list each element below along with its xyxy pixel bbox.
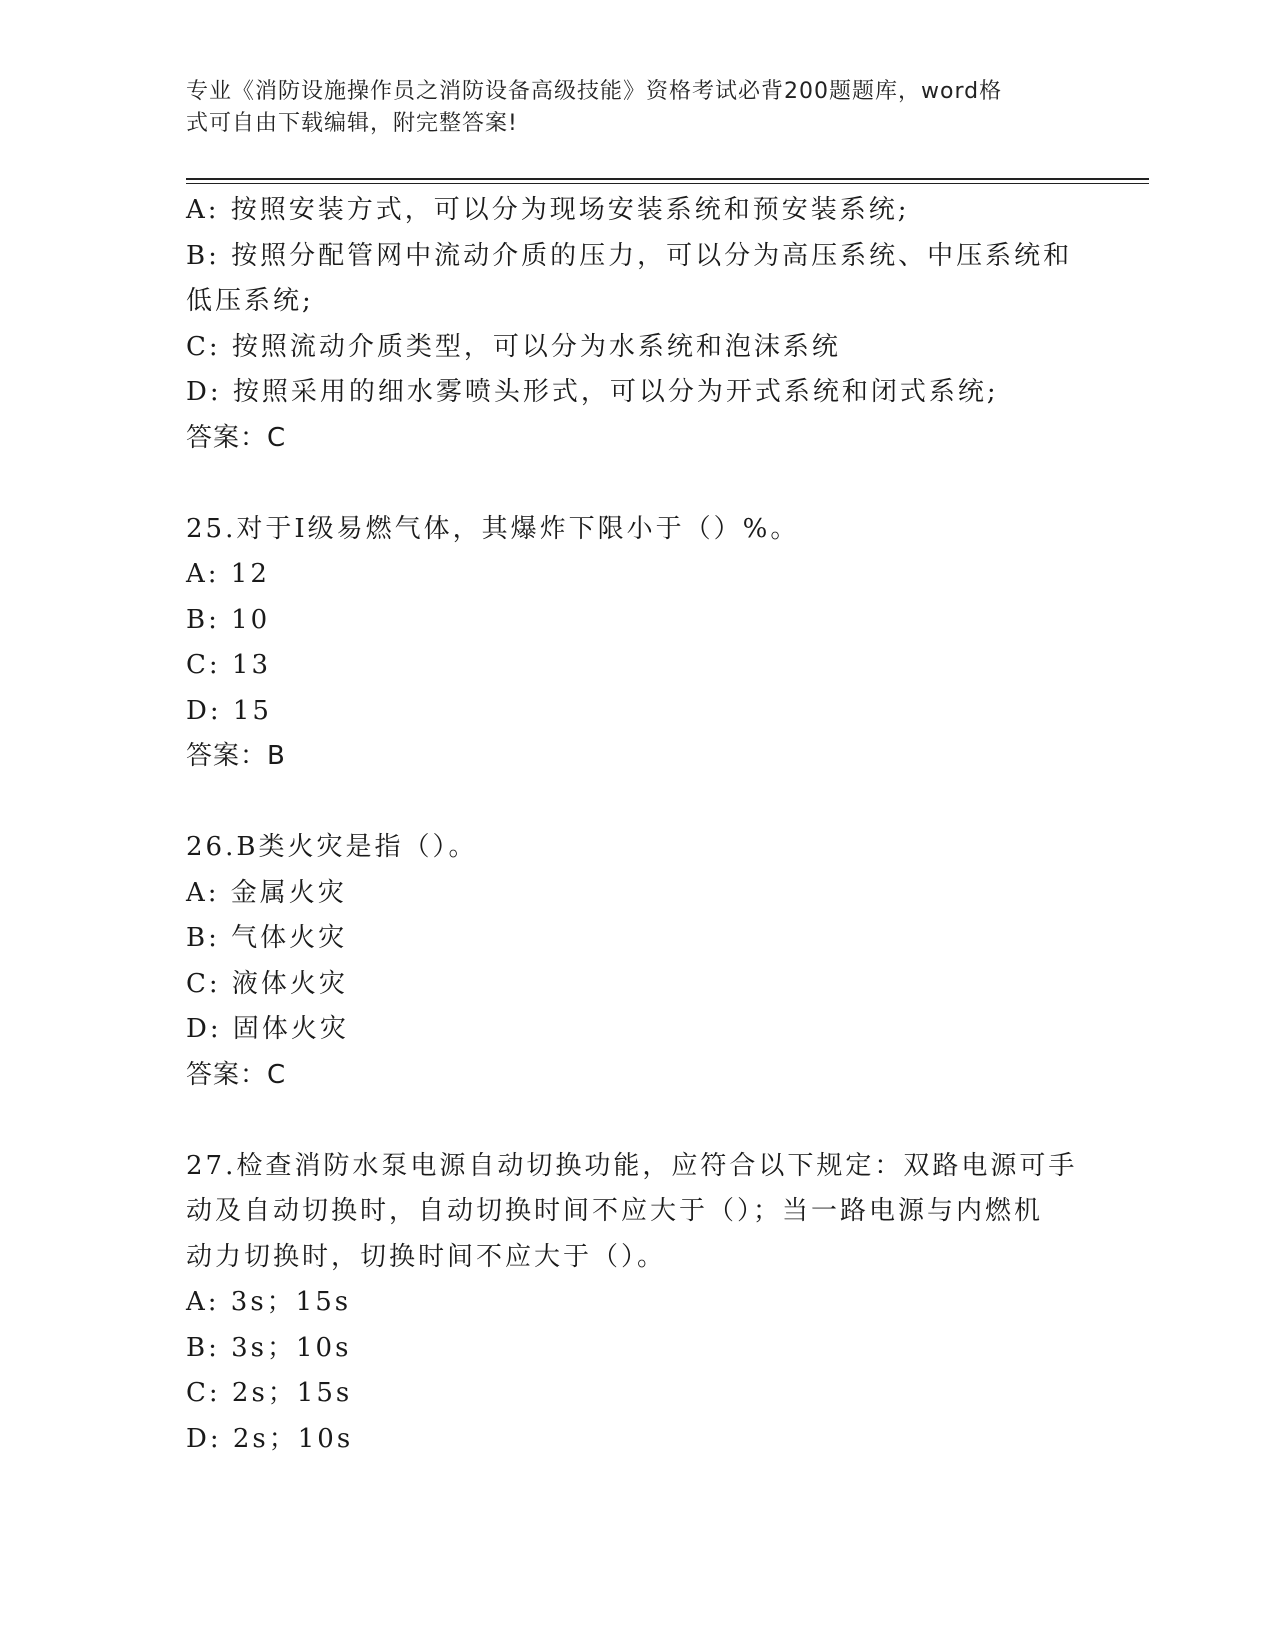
question-text: 25.对于Ⅰ级易燃气体，其爆炸下限小于（）%。 [186,513,800,544]
answer-line: 答案：C [186,1059,287,1090]
option-line: C: 13 [186,650,272,680]
option-line: D: 固体火灾 [186,1014,349,1044]
option-line: B: 气体火灾 [186,923,348,953]
option-line: D: 按照采用的细水雾喷头形式，可以分为开式系统和闭式系统; [186,377,999,407]
question-list [186,188,1086,1462]
question-block-25 [186,507,1086,780]
question-text: 26.B类火灾是指（）。 [186,832,478,862]
option-line: B: 按照分配管网中流动介质的压力，可以分为高压系统、中压系统和 [186,240,1073,271]
header-rule-thick [186,178,1149,180]
header-line-1: 专业《消防设施操作员之消防设备高级技能》资格考试必背200题题库，word格 [186,79,1003,104]
option-line: A: 按照安装方式，可以分为现场安装系统和预安装系统; [186,195,910,225]
answer-line: 答案：B [186,741,286,771]
option-line: D: 2s；10s [186,1423,354,1454]
option-line: B: 3s；10s [186,1332,352,1363]
question-block-27 [186,1144,1086,1463]
option-line: B: 10 [186,604,271,635]
spacer [186,1098,1086,1144]
question-block-26 [186,825,1086,1098]
option-line: A: 3s；15s [186,1287,352,1317]
header-rule-thin [186,183,1149,184]
option-line: 低压系统; [186,286,314,316]
option-line: A: 12 [186,559,270,589]
question-block-continued [186,188,1086,461]
option-line: C: 2s；15s [186,1378,353,1408]
document-header [186,76,1066,140]
option-line: C: 按照流动介质类型，可以分为水系统和泡沫系统 [186,331,841,362]
option-line: A: 金属火灾 [186,877,347,908]
question-text: 动及自动切换时，自动切换时间不应大于（）；当一路电源与内燃机 [186,1196,1044,1226]
header-line-2: 式可自由下载编辑，附完整答案! [186,111,518,136]
spacer [186,461,1086,507]
spacer [186,780,1086,826]
option-line: C: 液体火灾 [186,968,348,999]
question-text: 27.检查消防水泵电源自动切换功能，应符合以下规定：双路电源可手 [186,1150,1078,1181]
question-text: 动力切换时，切换时间不应大于（）。 [186,1241,667,1272]
answer-line: 答案：C [186,422,287,453]
option-line: D: 15 [186,695,272,726]
